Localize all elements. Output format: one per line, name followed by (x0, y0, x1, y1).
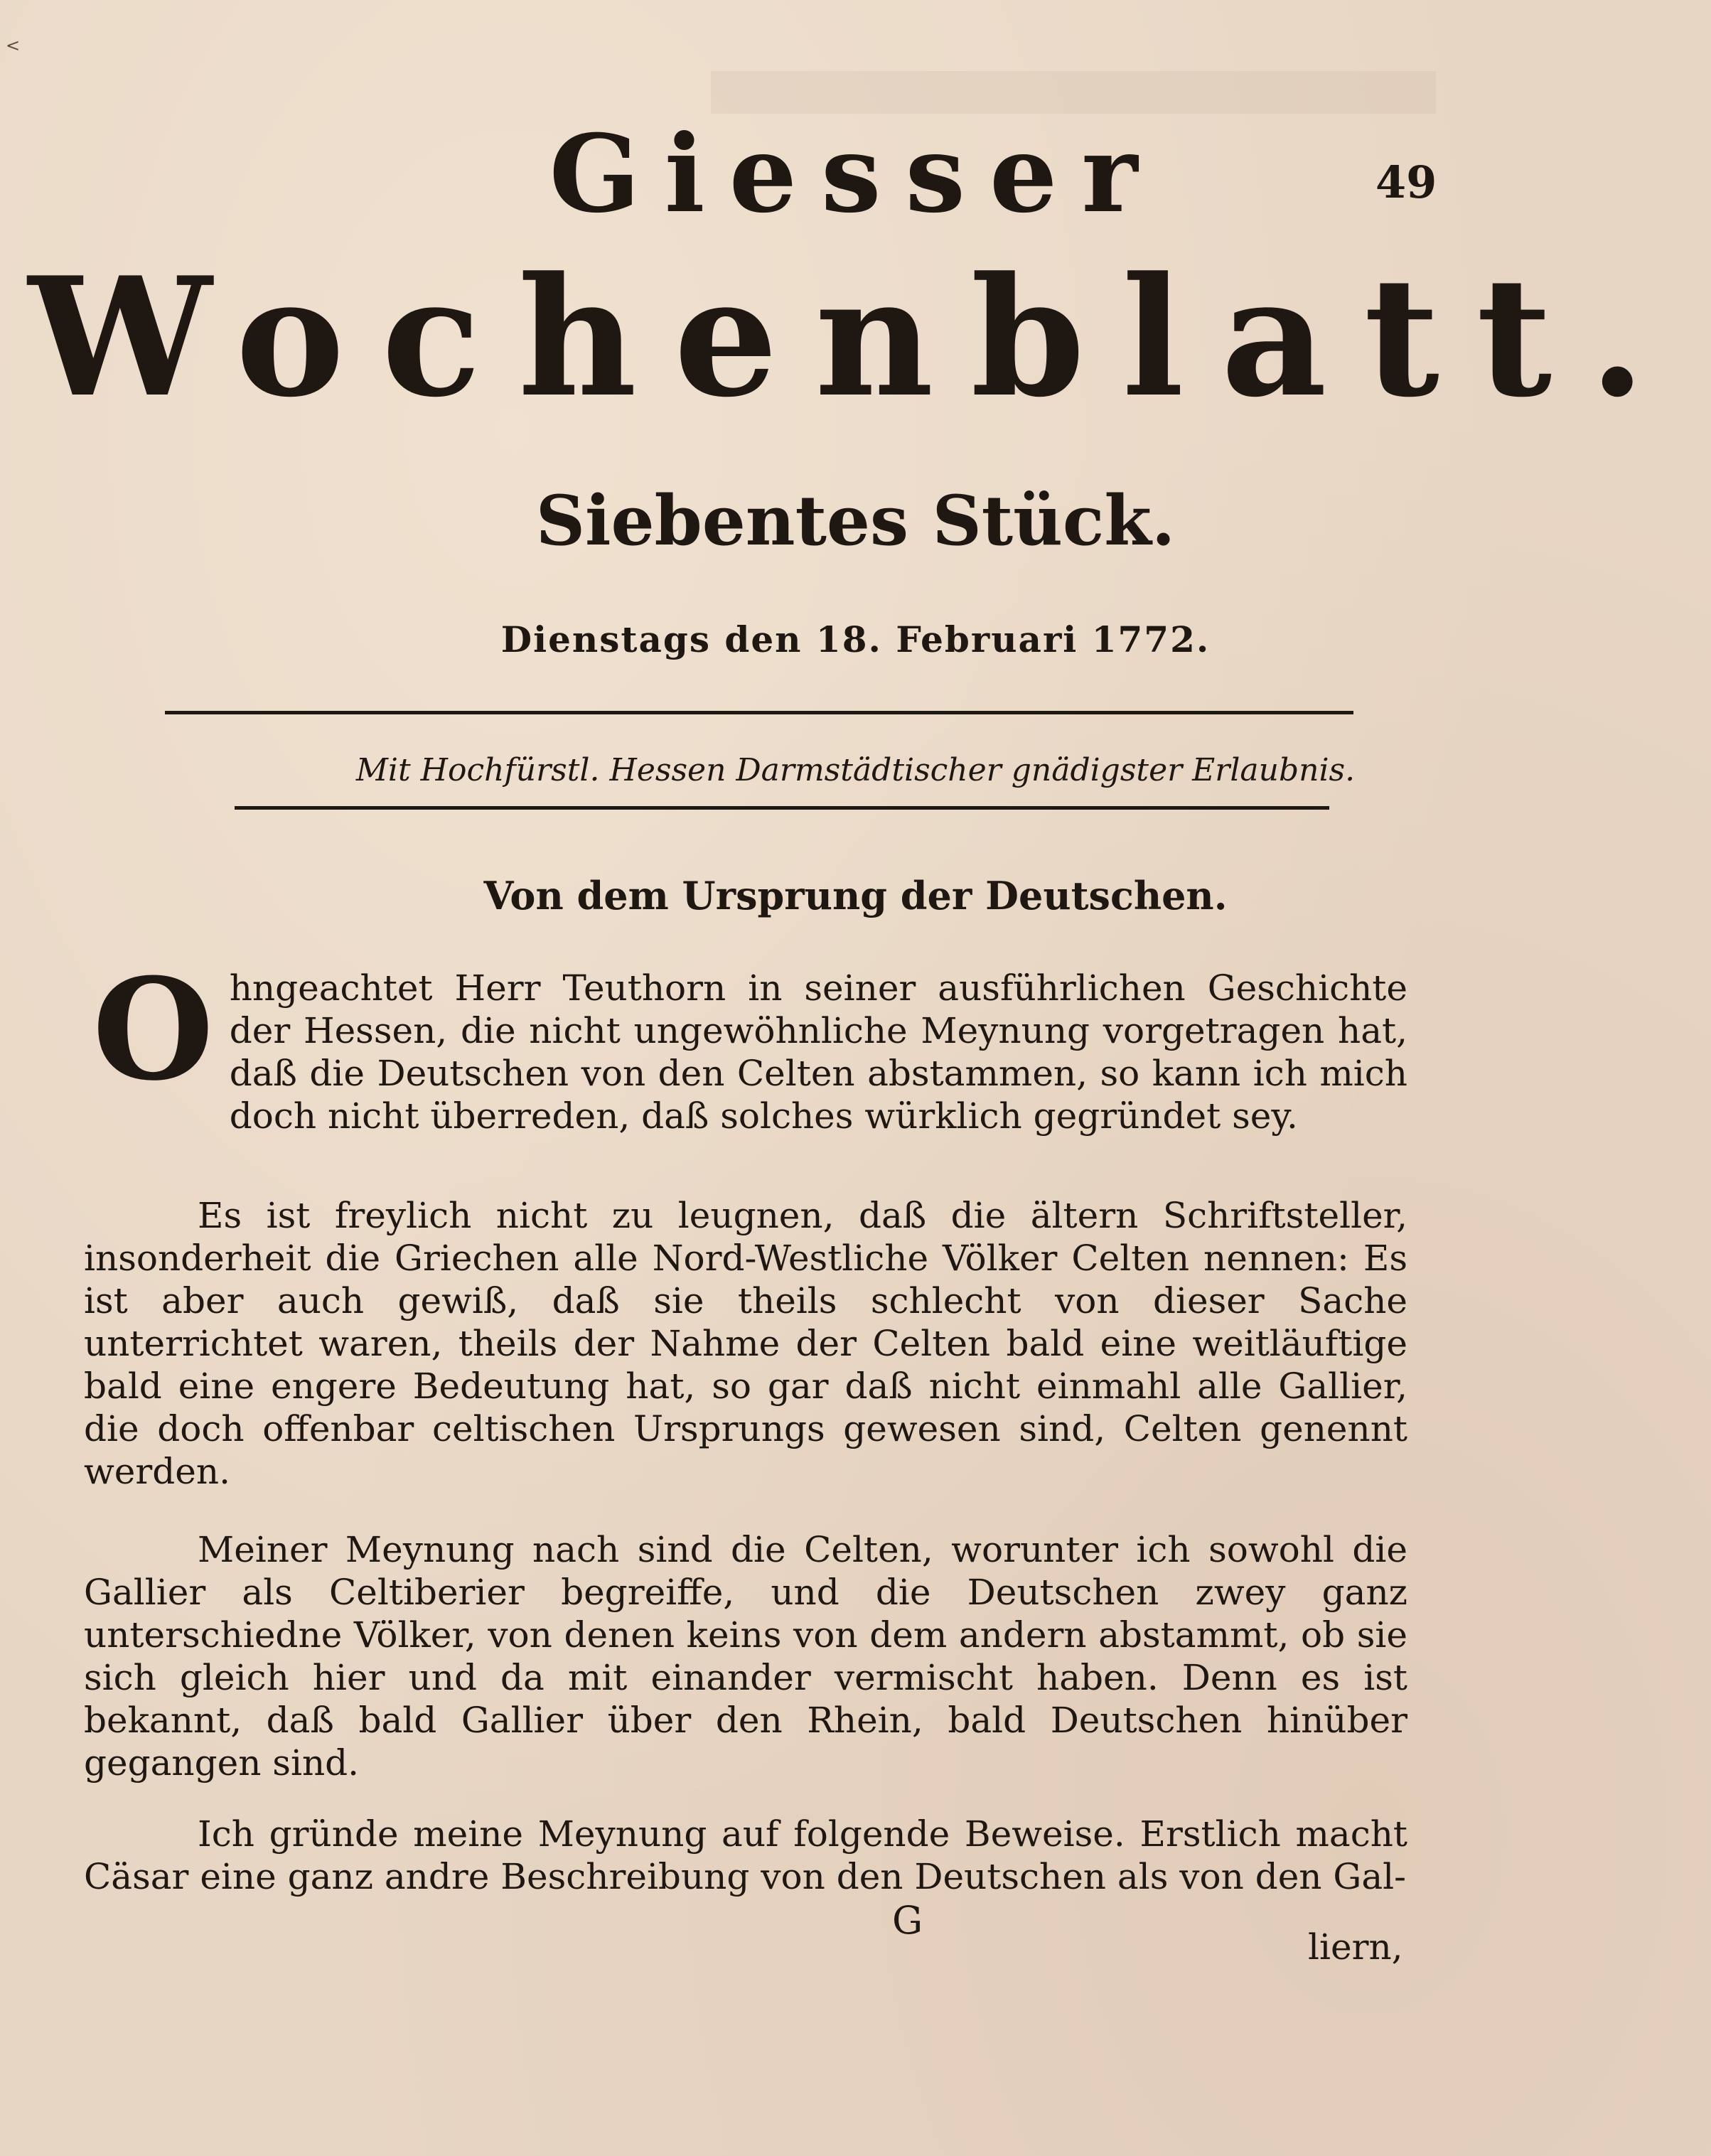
issue-number: Siebentes Stück. (535, 481, 1176, 561)
paragraph-3: Meiner Meynung nach sind die Celten, worunter ich sowohl die Gallier als Celtiberier begreiffe, und die Deutschen zwey ganz unterschiedne Völker, von denen keins von dem andern abstammt, ob sie sich gleich hier und da mit einander vermischt haben. Denn es ist bekannt, daß bald Gallier über den Rhein, bald Deutschen hinüber gegangen sind. (84, 1529, 1407, 1784)
drop-cap: O (92, 948, 214, 1112)
paragraph-4: Ich gründe meine Meynung auf folgende Beweise. Erstlich macht Cäsar eine ganz andre Beschreibung von den Deutschen als von den Gal- (84, 1813, 1407, 1897)
paragraph-1 (84, 948, 1407, 1137)
paragraph-1-text: hngeachtet Herr Teuthorn in seiner ausführlichen Geschichte der Hessen, die nicht ungewöhnliche Meynung vorgetragen hat, daß die Deutschen von den Celten abstammen, so kann ich mich doch nicht überreden, daß solches würklich gegründet sey. (229, 967, 1407, 1137)
divider-top (165, 711, 1353, 714)
article-title: Von dem Ursprung der Deutschen. (483, 873, 1228, 918)
paragraph-2: Es ist freylich nicht zu leugnen, daß die ältern Schriftsteller, insonderheit die Griechen alle Nord-Westliche Völker Celten nennen: Es ist aber auch gewiß, daß sie theils schlecht von dieser Sache unterrichtet waren, theils der Nahme der Celten bald eine weitläuftige bald eine engere Bedeutung hat, so gar daß nicht einmahl alle Gallier, die doch offenbar celtischen Ursprungs gewesen sind, Celten genennt werden. (84, 1195, 1407, 1492)
issue-date: Dienstags den 18. Februari 1772. (500, 618, 1211, 660)
catchword: liern, (1308, 1926, 1403, 1968)
page-number: 49 (1375, 156, 1437, 208)
corner-mark: < (6, 36, 21, 55)
masthead-line-1: Giesser (549, 112, 1162, 237)
masthead-line-2: Wochenblatt. (28, 242, 1683, 434)
bleed-through-area (711, 71, 1436, 114)
privilege-line: Mit Hochfürstl. Hessen Darmstädtischer gnädigster Erlaubnis. (355, 752, 1356, 788)
divider-bottom (235, 806, 1329, 810)
signature-mark: G (892, 1898, 923, 1943)
